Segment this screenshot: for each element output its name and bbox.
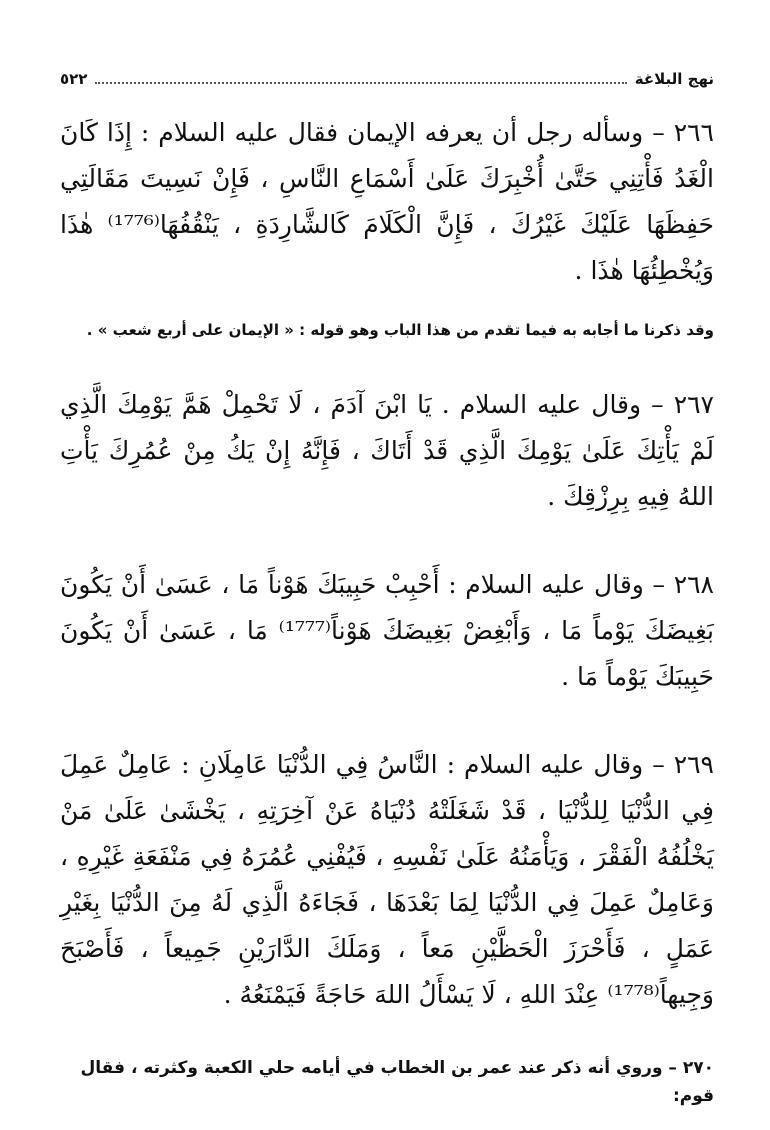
saying-268: ٢٦٨ – وقال عليه السلام : أَحْبِبْ حَبِيبَكَ هَوْناً مَا ، عَسَىٰ أَنْ يَكُونَ بَغِيضَكَ يَوْماً مَا ، وَأَبْغِضْ بَغِيضَكَ هَوْناً⁽¹⁷⁷⁷⁾ مَا ، عَسَىٰ أَنْ يَكُونَ حَبِيبَكَ يَوْماً مَا . <box>60 570 714 691</box>
page-number: ٥٢٢ <box>60 70 88 88</box>
page-header <box>60 70 714 88</box>
book-title: نهج البلاغة <box>634 70 714 88</box>
header-dotted-rule <box>95 72 626 84</box>
saying-267: ٢٦٧ – وقال عليه السلام . يَا ابْنَ آدَمَ ، لَا تَحْمِلْ هَمَّ يَوْمِكَ الَّذِي لَمْ يَأْتِكَ عَلَىٰ يَوْمِكَ الَّذِي قَدْ أَتَاكَ ، فَإِنَّهُ إِنْ يَكُ مِنْ عُمُرِكَ يَأْتِ اللهُ فِيهِ بِرِزْقِكَ . <box>60 390 714 511</box>
paragraph-gap <box>60 544 714 562</box>
saying-269: ٢٦٩ – وقال عليه السلام : النَّاسُ فِي الدُّنْيَا عَامِلَانِ : عَامِلٌ عَمِلَ فِي الدُّنْيَا لِلدُّنْيَا ، قَدْ شَغَلَتْهُ دُنْيَاهُ عَنْ آخِرَتِهِ ، يَخْشَىٰ عَلَىٰ مَنْ يَخْلُفُهُ الْفَقْرَ ، وَيَأْمَنُهُ عَلَىٰ نَفْسِهِ ، فَيُفْنِي عُمُرَهُ فِي مَنْفَعَةِ غَيْرِهِ ، وَعَامِلٌ عَمِلَ فِي الدُّنْيَا لِمَا بَعْدَهَا ، فَجَاءَهُ الَّذِي لَهُ مِنَ الدُّنْيَا بِغَيْرِ عَمَلٍ ، فَأَحْرَزَ الْحَظَّيْنِ مَعاً ، وَمَلَكَ الدَّارَيْنِ جَمِيعاً ، فَأَصْبَحَ وَجِيهاً⁽¹⁷⁷⁸⁾ عِنْدَ اللهِ ، لَا يَسْأَلُ اللهَ حَاجَةً فَيَمْنَعُهُ . <box>60 750 714 1009</box>
paragraph-gap <box>60 724 714 742</box>
saying-270: ٢٧٠ – وروي أنه ذكر عند عمر بن الخطاب في أيامه حلي الكعبة وكثرته ، فقال قوم: <box>80 1058 714 1106</box>
saying-266: ٢٦٦ – وسأله رجل أن يعرفه الإيمان فقال عليه السلام : إِذَا كَانَ الْغَدُ فَأْتِنِي حَتَّىٰ أُخْبِرَكَ عَلَىٰ أَسْمَاعِ النَّاسِ ، فَإِنْ نَسِيتَ مَقَالَتِي حَفِظَهَا عَلَيْكَ غَيْرُكَ ، فَإِنَّ الْكَلَامَ كَالشَّارِدَةِ ، يَنْقُفُهَا⁽¹⁷⁷⁶⁾ هٰذَا وَيُخْطِئُهَا هٰذَا . <box>60 118 715 285</box>
editor-note-266: وقد ذكرنا ما أجابه به فيما تقدم من هذا الباب وهو قوله : « الإيمان على أربع شعب » . <box>86 321 714 339</box>
